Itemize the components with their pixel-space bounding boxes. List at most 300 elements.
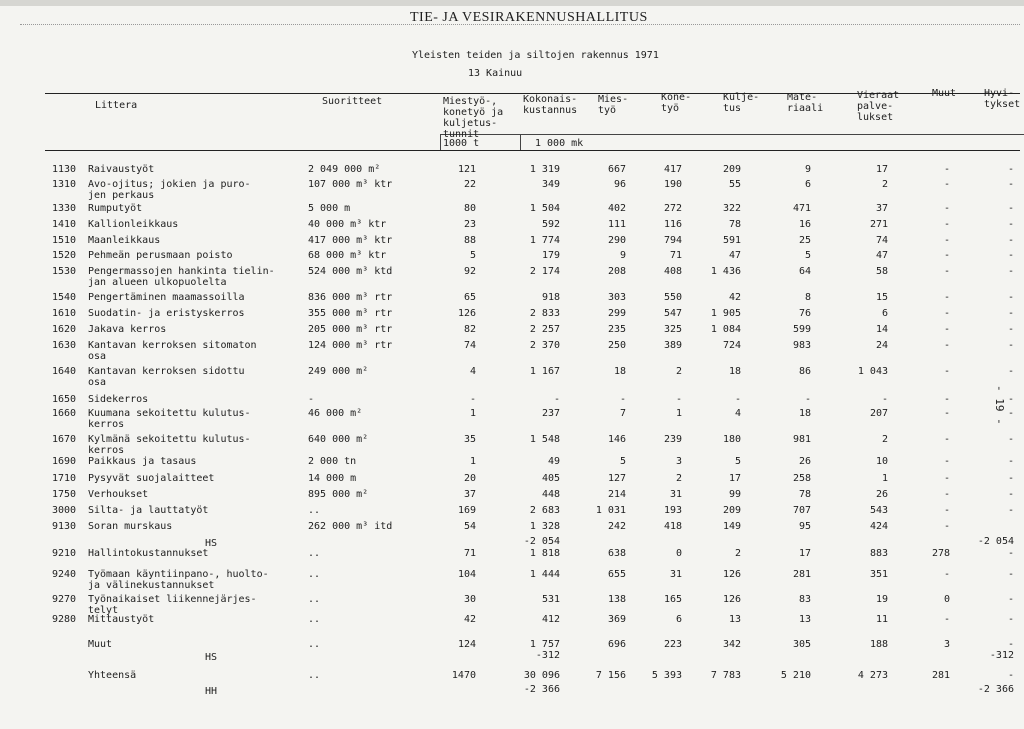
table-cell-mat: 86 <box>798 366 811 377</box>
col-hyvi: Hyvi- tykset <box>984 88 1021 110</box>
table-cell-kone: - <box>675 394 682 405</box>
table-cell-mies: 138 <box>607 594 626 605</box>
table-cell-hyvi: - <box>1007 219 1014 230</box>
table-cell-muut: - <box>943 434 950 445</box>
table-cell-desc: HS <box>205 652 218 663</box>
table-cell-kulj: 7 783 <box>710 670 741 681</box>
table-cell-muut: - <box>943 366 950 377</box>
table-cell-h: 54 <box>463 521 476 532</box>
col-mate: Mate- riaali <box>787 92 824 114</box>
table-cell-desc: Suodatin- ja eristyskerros <box>88 308 245 319</box>
table-cell-suor: 895 000 m² <box>308 489 369 500</box>
table-cell-mat: 8 <box>804 292 811 303</box>
table-cell-vier: 1 043 <box>857 366 888 377</box>
table-cell-muut: - <box>943 473 950 484</box>
table-cell-vier: 188 <box>869 639 888 650</box>
table-cell-mat: 64 <box>798 266 811 277</box>
table-cell-suor: - <box>308 394 315 405</box>
table-cell-code: 1510 <box>52 235 77 246</box>
unit-divider-1 <box>440 134 441 150</box>
table-cell-hyvi: - <box>1007 324 1014 335</box>
table-cell-tot: -2 366 <box>523 684 560 695</box>
table-cell-suor: .. <box>308 639 321 650</box>
table-cell-mat: 25 <box>798 235 811 246</box>
table-cell-kulj: 342 <box>722 639 741 650</box>
table-cell-mies: 696 <box>607 639 626 650</box>
table-cell-mat: 9 <box>804 164 811 175</box>
table-cell-muut: - <box>943 203 950 214</box>
table-cell-kulj: 1 084 <box>710 324 741 335</box>
col-vieraat: Vieraat palve- lukset <box>857 90 900 123</box>
table-cell-kulj: 42 <box>728 292 741 303</box>
col-mies: Mies- työ <box>598 94 629 116</box>
table-cell-kulj: 18 <box>728 366 741 377</box>
table-cell-code: 1310 <box>52 179 77 190</box>
table-cell-kone: 31 <box>669 569 682 580</box>
table-cell-mies: 242 <box>607 521 626 532</box>
table-cell-mies: 1 031 <box>595 505 626 516</box>
table-cell-mies: 369 <box>607 614 626 625</box>
table-cell-mies: 9 <box>619 250 626 261</box>
table-cell-code: 1750 <box>52 489 77 500</box>
table-cell-kone: 6 <box>675 614 682 625</box>
table-cell-suor: .. <box>308 614 321 625</box>
table-cell-code: 1640 <box>52 366 77 377</box>
table-cell-vier: 19 <box>875 594 888 605</box>
table-cell-tot: 2 257 <box>529 324 560 335</box>
table-cell-kulj: 126 <box>722 569 741 580</box>
table-cell-kulj: - <box>734 394 741 405</box>
table-cell-kone: 325 <box>663 324 682 335</box>
table-cell-code: 1540 <box>52 292 77 303</box>
table-cell-tot: 918 <box>541 292 560 303</box>
table-cell-mat: 281 <box>792 569 811 580</box>
table-cell-mies: 127 <box>607 473 626 484</box>
table-cell-code: 1520 <box>52 250 77 261</box>
table-cell-hyvi: - <box>1007 250 1014 261</box>
table-cell-suor: 40 000 m³ ktr <box>308 219 387 230</box>
table-cell-desc: Sidekerros <box>88 394 149 405</box>
table-cell-mies: 5 <box>619 456 626 467</box>
table-cell-h: 88 <box>463 235 476 246</box>
table-cell-kulj: 2 <box>734 548 741 559</box>
page-number: - 19 - <box>993 385 1006 425</box>
col-total-cost: Kokonais- kustannus <box>523 94 578 116</box>
table-cell-suor: 640 000 m² <box>308 434 369 445</box>
table-cell-hyvi: - <box>1007 548 1014 559</box>
table-cell-muut: - <box>943 489 950 500</box>
table-cell-desc: Muut <box>88 639 113 650</box>
table-cell-mies: 250 <box>607 340 626 351</box>
table-cell-kone: 550 <box>663 292 682 303</box>
table-cell-kulj: 55 <box>728 179 741 190</box>
table-cell-desc: Kylmänä sekoitettu kulutus- kerros <box>88 434 251 456</box>
unit-hours: 1000 t <box>443 138 480 149</box>
table-cell-suor: .. <box>308 548 321 559</box>
table-cell-muut: - <box>943 266 950 277</box>
table-cell-suor: .. <box>308 569 321 580</box>
table-cell-mat: 78 <box>798 489 811 500</box>
table-cell-tot: 2 833 <box>529 308 560 319</box>
region-label: 13 Kainuu <box>468 68 523 79</box>
table-cell-code: 1530 <box>52 266 77 277</box>
table-cell-hyvi: - <box>1007 366 1014 377</box>
table-cell-code: 9280 <box>52 614 77 625</box>
table-cell-mat: 707 <box>792 505 811 516</box>
table-cell-hyvi: -2 054 <box>977 536 1014 547</box>
table-cell-mies: 402 <box>607 203 626 214</box>
table-cell-muut: 281 <box>931 670 950 681</box>
table-cell-h: 65 <box>463 292 476 303</box>
table-cell-h: 35 <box>463 434 476 445</box>
table-cell-desc: Mittaustyöt <box>88 614 155 625</box>
table-cell-desc: Jakava kerros <box>88 324 167 335</box>
table-cell-mat: 5 210 <box>780 670 811 681</box>
table-cell-suor: 524 000 m³ ktd <box>308 266 393 277</box>
col-littera: Littera <box>95 100 138 111</box>
table-cell-h: 82 <box>463 324 476 335</box>
table-cell-kulj: 17 <box>728 473 741 484</box>
table-cell-vier: 10 <box>875 456 888 467</box>
table-cell-mies: 290 <box>607 235 626 246</box>
table-cell-vier: 1 <box>881 473 888 484</box>
table-cell-mat: 26 <box>798 456 811 467</box>
unit-divider-2 <box>520 134 521 150</box>
table-cell-suor: .. <box>308 670 321 681</box>
table-cell-kone: 190 <box>663 179 682 190</box>
table-cell-suor: 262 000 m³ itd <box>308 521 393 532</box>
table-cell-hyvi: - <box>1007 235 1014 246</box>
table-cell-desc: Hallintokustannukset <box>88 548 209 559</box>
table-cell-code: 1410 <box>52 219 77 230</box>
table-cell-desc: Pehmeän perusmaan poisto <box>88 250 233 261</box>
table-cell-vier: 543 <box>869 505 888 516</box>
table-cell-vier: 47 <box>875 250 888 261</box>
table-cell-muut: 0 <box>943 594 950 605</box>
table-cell-muut: - <box>943 308 950 319</box>
table-cell-desc: Pysyvät suojalaitteet <box>88 473 215 484</box>
table-cell-muut: - <box>943 456 950 467</box>
table-cell-kone: 239 <box>663 434 682 445</box>
table-cell-tot: -312 <box>535 650 560 661</box>
table-cell-muut: - <box>943 569 950 580</box>
table-cell-tot: 592 <box>541 219 560 230</box>
table-cell-code: 1330 <box>52 203 77 214</box>
table-cell-h: 42 <box>463 614 476 625</box>
table-cell-mies: 208 <box>607 266 626 277</box>
table-cell-desc: Työnaikaiset liikennejärjes- telyt <box>88 594 257 616</box>
table-cell-muut: - <box>943 505 950 516</box>
table-cell-kone: 389 <box>663 340 682 351</box>
table-cell-vier: 15 <box>875 292 888 303</box>
table-cell-h: 37 <box>463 489 476 500</box>
table-cell-code: 9210 <box>52 548 77 559</box>
table-cell-muut: - <box>943 394 950 405</box>
table-cell-h: 1 <box>469 408 476 419</box>
table-cell-mat: 83 <box>798 594 811 605</box>
unit-money: 1 000 mk <box>535 138 584 149</box>
table-cell-mat: 16 <box>798 219 811 230</box>
table-cell-code: 9240 <box>52 569 77 580</box>
table-cell-kone: 408 <box>663 266 682 277</box>
table-cell-vier: 24 <box>875 340 888 351</box>
table-cell-tot: 1 774 <box>529 235 560 246</box>
table-cell-code: 1690 <box>52 456 77 467</box>
table-cell-h: 74 <box>463 340 476 351</box>
table-cell-h: 169 <box>457 505 476 516</box>
table-cell-code: 1630 <box>52 340 77 351</box>
table-cell-h: - <box>469 394 476 405</box>
table-cell-mat: 17 <box>798 548 811 559</box>
table-cell-hyvi: - <box>1007 473 1014 484</box>
table-cell-mies: 146 <box>607 434 626 445</box>
table-cell-tot: - <box>553 394 560 405</box>
table-cell-vier: 17 <box>875 164 888 175</box>
table-cell-muut: - <box>943 521 950 532</box>
table-cell-h: 23 <box>463 219 476 230</box>
table-cell-kulj: 5 <box>734 456 741 467</box>
table-cell-tot: 448 <box>541 489 560 500</box>
table-cell-code: 1610 <box>52 308 77 319</box>
table-cell-vier: 11 <box>875 614 888 625</box>
table-cell-suor: 836 000 m³ rtr <box>308 292 393 303</box>
col-kulje: Kulje- tus <box>723 92 760 114</box>
table-cell-vier: 26 <box>875 489 888 500</box>
table-cell-h: 5 <box>469 250 476 261</box>
table-cell-suor: .. <box>308 594 321 605</box>
table-cell-desc: Pengermassojen hankinta tielin- jan alueen ulkopuolelta <box>88 266 275 288</box>
table-cell-kulj: 149 <box>722 521 741 532</box>
table-cell-muut: - <box>943 408 950 419</box>
table-cell-mies: 303 <box>607 292 626 303</box>
table-cell-mat: 599 <box>792 324 811 335</box>
table-cell-muut: - <box>943 250 950 261</box>
table-cell-mies: 96 <box>613 179 626 190</box>
table-cell-kulj: 99 <box>728 489 741 500</box>
table-cell-suor: 14 000 m <box>308 473 357 484</box>
table-cell-desc: Kallionleikkaus <box>88 219 179 230</box>
unit-rule <box>440 134 1024 135</box>
table-cell-code: 9270 <box>52 594 77 605</box>
table-cell-desc: Pengertäminen maamassoilla <box>88 292 245 303</box>
table-cell-hyvi: - <box>1007 394 1014 405</box>
table-cell-kone: 794 <box>663 235 682 246</box>
table-cell-desc: Avo-ojitus; jokien ja puro- jen perkaus <box>88 179 251 201</box>
table-cell-tot: 1 757 <box>529 639 560 650</box>
table-cell-mies: 7 156 <box>595 670 626 681</box>
table-cell-hyvi: - <box>1007 614 1014 625</box>
table-cell-h: 126 <box>457 308 476 319</box>
table-cell-muut: - <box>943 164 950 175</box>
table-cell-kone: 0 <box>675 548 682 559</box>
table-cell-kone: 418 <box>663 521 682 532</box>
table-cell-desc: Kantavan kerroksen sidottu osa <box>88 366 245 388</box>
table-cell-muut: - <box>943 179 950 190</box>
table-cell-hyvi: - <box>1007 569 1014 580</box>
table-cell-desc: Kuumana sekoitettu kulutus- kerros <box>88 408 251 430</box>
table-cell-desc: Maanleikkaus <box>88 235 161 246</box>
table-cell-vier: 37 <box>875 203 888 214</box>
table-cell-desc: Kantavan kerroksen sitomaton osa <box>88 340 257 362</box>
table-cell-muut: - <box>943 340 950 351</box>
table-cell-mies: 18 <box>613 366 626 377</box>
table-cell-h: 4 <box>469 366 476 377</box>
table-cell-mat: 305 <box>792 639 811 650</box>
table-cell-mies: 7 <box>619 408 626 419</box>
table-cell-code: 3000 <box>52 505 77 516</box>
table-cell-muut: - <box>943 614 950 625</box>
agency-title: TIE- JA VESIRAKENNUSHALLITUS <box>410 10 648 25</box>
table-cell-vier: 351 <box>869 569 888 580</box>
table-cell-mat: 5 <box>804 250 811 261</box>
table-cell-vier: 207 <box>869 408 888 419</box>
table-cell-kone: 2 <box>675 473 682 484</box>
table-cell-muut: - <box>943 219 950 230</box>
col-muut: Muut <box>932 88 957 99</box>
table-cell-kulj: 322 <box>722 203 741 214</box>
table-cell-tot: 237 <box>541 408 560 419</box>
table-cell-mat: 18 <box>798 408 811 419</box>
table-cell-tot: 1 328 <box>529 521 560 532</box>
table-cell-muut: - <box>943 292 950 303</box>
table-cell-muut: - <box>943 324 950 335</box>
table-cell-code: 1650 <box>52 394 77 405</box>
table-cell-kone: 272 <box>663 203 682 214</box>
table-cell-suor: 205 000 m³ rtr <box>308 324 393 335</box>
table-cell-tot: 2 683 <box>529 505 560 516</box>
table-cell-tot: 179 <box>541 250 560 261</box>
table-cell-tot: 349 <box>541 179 560 190</box>
table-cell-desc: Paikkaus ja tasaus <box>88 456 197 467</box>
table-cell-hyvi: - <box>1007 179 1014 190</box>
table-cell-hyvi: -2 366 <box>977 684 1014 695</box>
table-cell-kone: 2 <box>675 366 682 377</box>
table-cell-kulj: 180 <box>722 434 741 445</box>
table-cell-hyvi: - <box>1007 639 1014 650</box>
table-cell-hyvi: - <box>1007 340 1014 351</box>
table-cell-h: 1470 <box>451 670 476 681</box>
table-cell-vier: 883 <box>869 548 888 559</box>
table-cell-vier: - <box>881 394 888 405</box>
table-cell-desc: Rumputyöt <box>88 203 143 214</box>
table-cell-h: 30 <box>463 594 476 605</box>
table-cell-h: 71 <box>463 548 476 559</box>
table-cell-kulj: 78 <box>728 219 741 230</box>
table-cell-hyvi: - <box>1007 489 1014 500</box>
table-cell-hyvi: - <box>1007 505 1014 516</box>
table-cell-suor: 417 000 m³ ktr <box>308 235 393 246</box>
table-cell-kone: 193 <box>663 505 682 516</box>
table-cell-mat: 76 <box>798 308 811 319</box>
table-cell-desc: Yhteensä <box>88 670 137 681</box>
table-cell-hyvi: - <box>1007 164 1014 175</box>
table-cell-h: 80 <box>463 203 476 214</box>
table-cell-hyvi: - <box>1007 456 1014 467</box>
table-cell-suor: 124 000 m³ rtr <box>308 340 393 351</box>
table-cell-vier: 14 <box>875 324 888 335</box>
table-cell-mat: 95 <box>798 521 811 532</box>
table-cell-mat: - <box>804 394 811 405</box>
table-cell-tot: -2 054 <box>523 536 560 547</box>
table-cell-vier: 2 <box>881 434 888 445</box>
table-cell-kone: 116 <box>663 219 682 230</box>
table-cell-code: 1710 <box>52 473 77 484</box>
table-cell-kone: 3 <box>675 456 682 467</box>
table-cell-suor: 249 000 m² <box>308 366 369 377</box>
table-cell-suor: 2 000 tn <box>308 456 357 467</box>
document-subtitle: Yleisten teiden ja siltojen rakennus 1971 <box>412 50 659 61</box>
table-cell-muut: - <box>943 235 950 246</box>
table-cell-mies: 299 <box>607 308 626 319</box>
table-cell-tot: 1 818 <box>529 548 560 559</box>
table-cell-mies: 655 <box>607 569 626 580</box>
table-cell-desc: Silta- ja lauttatyöt <box>88 505 209 516</box>
table-cell-mies: 638 <box>607 548 626 559</box>
table-cell-tot: 2 174 <box>529 266 560 277</box>
table-cell-hyvi: - <box>1007 434 1014 445</box>
table-cell-h: 1 <box>469 456 476 467</box>
table-cell-kulj: 591 <box>722 235 741 246</box>
paper-top-edge <box>0 0 1024 6</box>
table-cell-suor: 68 000 m³ ktr <box>308 250 387 261</box>
table-cell-mat: 983 <box>792 340 811 351</box>
table-cell-kulj: 724 <box>722 340 741 351</box>
table-cell-suor: 355 000 m³ rtr <box>308 308 393 319</box>
table-cell-vier: 4 273 <box>857 670 888 681</box>
table-cell-code: 1620 <box>52 324 77 335</box>
table-cell-code: 1670 <box>52 434 77 445</box>
table-cell-hyvi: - <box>1007 266 1014 277</box>
table-cell-desc: Verhoukset <box>88 489 149 500</box>
table-cell-tot: 2 370 <box>529 340 560 351</box>
table-cell-kone: 71 <box>669 250 682 261</box>
table-cell-tot: 1 319 <box>529 164 560 175</box>
table-cell-mies: - <box>619 394 626 405</box>
table-cell-hyvi: - <box>1007 203 1014 214</box>
table-cell-h: 22 <box>463 179 476 190</box>
table-cell-hyvi: - <box>1007 594 1014 605</box>
table-cell-hyvi: - <box>1007 408 1014 419</box>
table-cell-code: 1130 <box>52 164 77 175</box>
table-cell-code: 9130 <box>52 521 77 532</box>
table-cell-kulj: 1 905 <box>710 308 741 319</box>
table-cell-muut: 278 <box>931 548 950 559</box>
table-cell-kulj: 126 <box>722 594 741 605</box>
table-cell-mies: 667 <box>607 164 626 175</box>
table-cell-h: 20 <box>463 473 476 484</box>
table-cell-suor: 2 049 000 m² <box>308 164 381 175</box>
col-kone: Kone- työ <box>661 92 692 114</box>
table-cell-muut: 3 <box>943 639 950 650</box>
table-cell-hyvi: -312 <box>989 650 1014 661</box>
table-cell-code: 1660 <box>52 408 77 419</box>
table-cell-desc: Soran murskaus <box>88 521 173 532</box>
table-cell-mat: 13 <box>798 614 811 625</box>
table-cell-vier: 2 <box>881 179 888 190</box>
table-cell-kulj: 209 <box>722 164 741 175</box>
table-cell-tot: 1 548 <box>529 434 560 445</box>
table-cell-kulj: 1 436 <box>710 266 741 277</box>
table-cell-suor: 46 000 m² <box>308 408 363 419</box>
table-cell-kone: 417 <box>663 164 682 175</box>
table-cell-mies: 214 <box>607 489 626 500</box>
table-cell-kulj: 13 <box>728 614 741 625</box>
table-cell-h: 121 <box>457 164 476 175</box>
table-cell-kulj: 47 <box>728 250 741 261</box>
table-cell-suor: 107 000 m³ ktr <box>308 179 393 190</box>
table-cell-desc: Työmaan käyntiinpano-, huolto- ja välinekustannukset <box>88 569 269 591</box>
table-cell-hyvi: - <box>1007 292 1014 303</box>
